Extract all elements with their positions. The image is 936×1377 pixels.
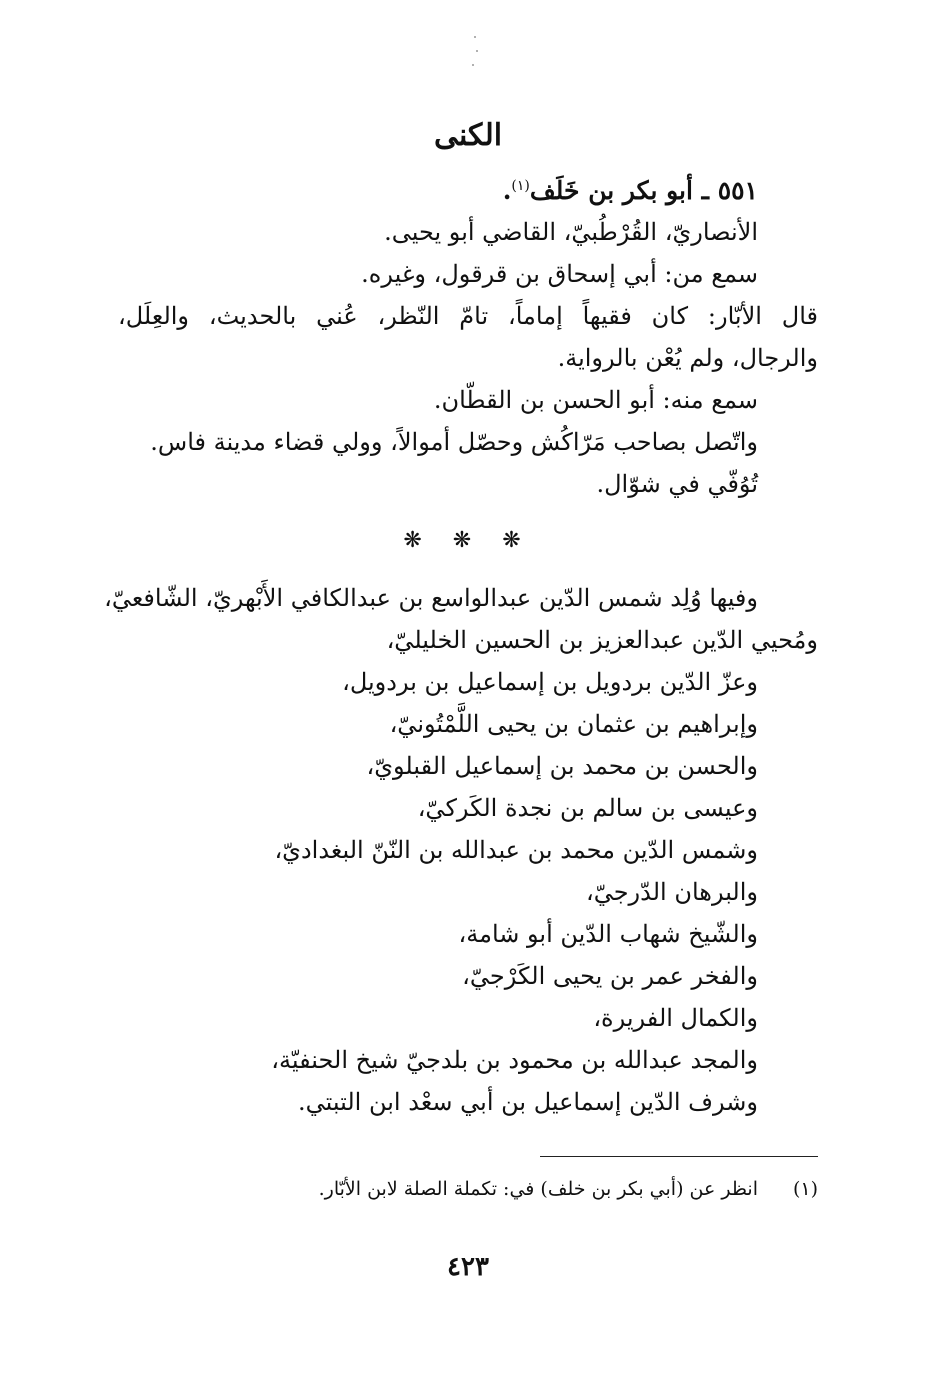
births-line: والحسن بن محمد بن إسماعيل القبلويّ،: [366, 752, 758, 780]
entry-title-end: .: [502, 176, 512, 205]
footnote-number: (١): [792, 1178, 818, 1200]
births-line: وعزّ الدّين بردويل بن إسماعيل بن بردويل،: [342, 668, 758, 696]
footnote-ref: (١): [511, 178, 530, 194]
page-number: ٤٢٣: [447, 1252, 489, 1282]
births-line: وشرف الدّين إسماعيل بن أبي سعْد ابن التبتي.: [298, 1088, 758, 1116]
births-line: والكمال الفريرة،: [593, 1004, 758, 1032]
births-line: والمجد عبدالله بن محمود بن بلدجيّ شيخ الحنفيّة،: [271, 1046, 758, 1074]
entry-title: ٥٥١ ـ أبو بكر بن خَلَف: [529, 176, 758, 205]
births-line: وعيسى بن سالم بن نجدة الكَركيّ،: [417, 794, 758, 822]
footnote-divider: [540, 1156, 818, 1157]
section-separator: ❋ ❋ ❋: [403, 528, 533, 553]
scan-specks: [468, 36, 498, 76]
entry-title-line: [503, 170, 758, 207]
births-line: وفيها وُلِد شمس الدّين عبدالواسع بن عبدالكافي الأَبْهريّ، الشّافعيّ،: [104, 584, 758, 612]
entry-line: قال الأبّار: كان فقيهاً إماماً، تامّ النّظر، عُني بالحديث، والعِلَل،: [118, 302, 819, 330]
entry-line: والرجال، ولم يُعْن بالرواية.: [557, 344, 818, 372]
births-line: ومُحيي الدّين عبدالعزيز بن الحسين الخليليّ،: [386, 626, 818, 654]
entry-line: واتّصل بصاحب مَرّاكُش وحصّل أموالاً، وولي قضاء مدينة فاس.: [150, 428, 758, 456]
section-title: الكنى: [433, 118, 503, 153]
footnote: [319, 1178, 818, 1200]
births-line: وشمس الدّين محمد بن عبدالله بن النّنّ البغداديّ،: [274, 836, 758, 864]
births-line: والبرهان الدّرجيّ،: [585, 878, 758, 906]
entry-line: سمع منه: أبو الحسن بن القطّان.: [433, 386, 758, 414]
entry-line: تُوُفّي في شوّال.: [596, 470, 758, 498]
entry-line: الأنصاريّ، القُرْطُبيّ، القاضي أبو يحيى.: [384, 218, 758, 246]
entry-line: سمع من: أبي إسحاق بن قرقول، وغيره.: [361, 260, 758, 288]
births-line: والشّيخ شهاب الدّين أبو شامة،: [458, 920, 758, 948]
footnote-text: انظر عن (أبي بكر بن خلف) في: تكملة الصلة لابن الأبّار.: [318, 1178, 758, 1200]
births-line: وإبراهيم بن عثمان بن يحيى اللَّمْتُونيّ،: [389, 710, 758, 738]
births-line: والفخر عمر بن يحيى الكَرْجيّ،: [462, 962, 758, 990]
